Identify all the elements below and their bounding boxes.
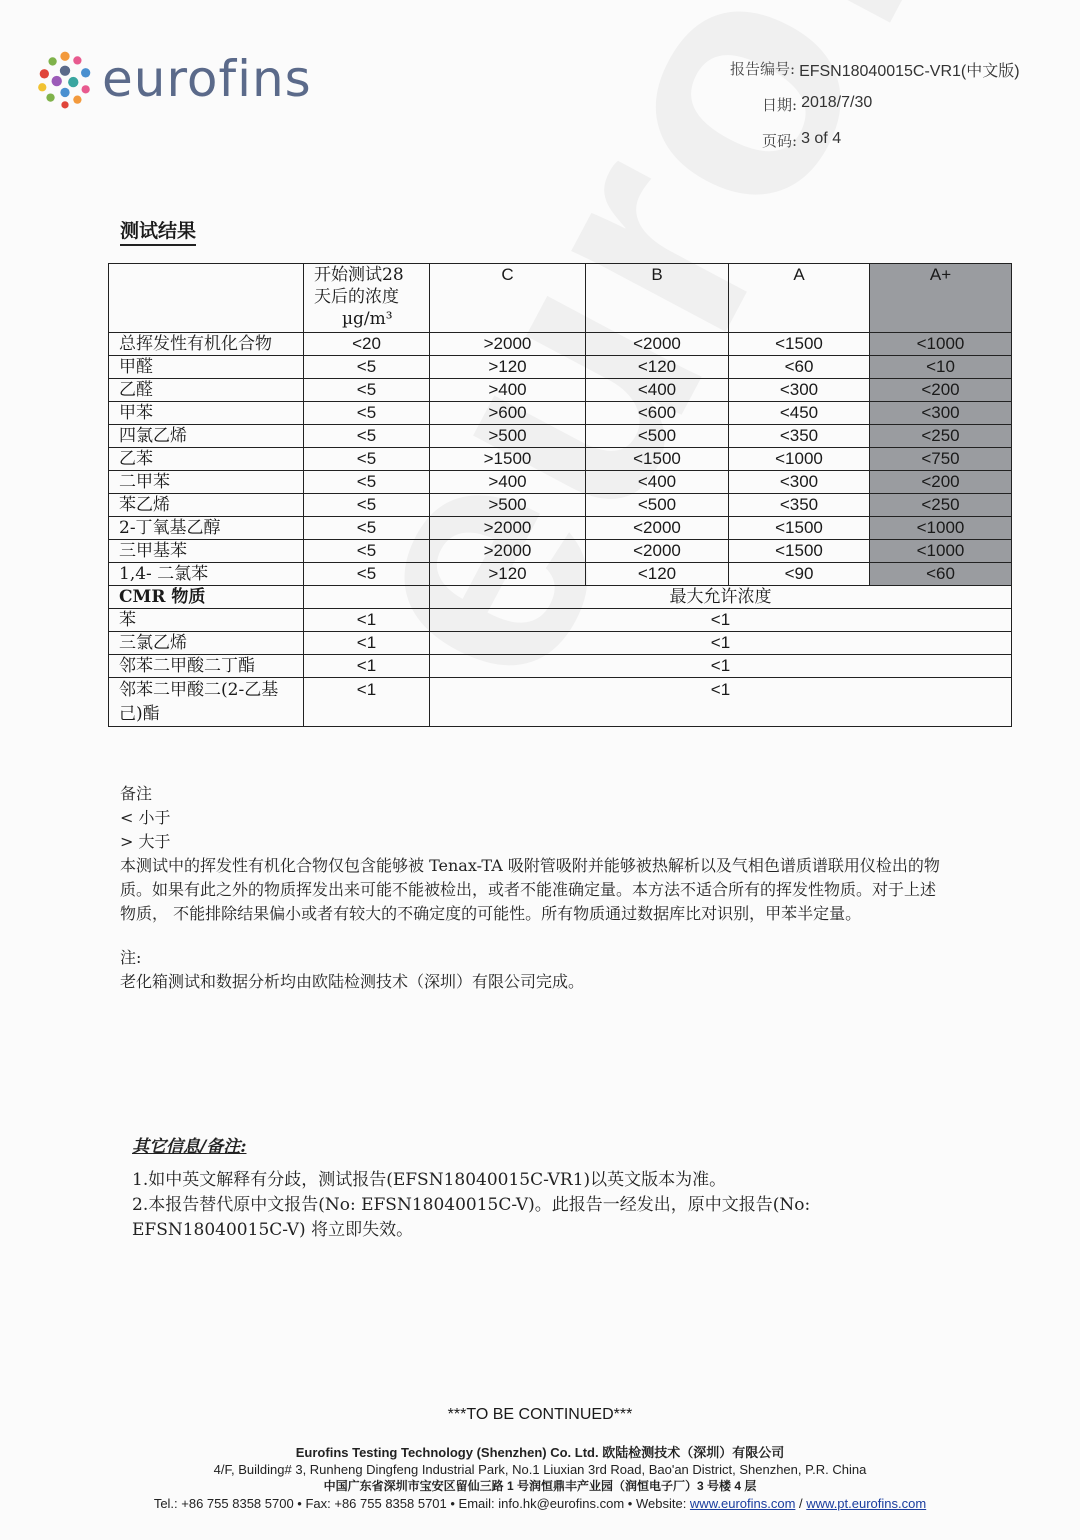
cmr-substance-name: 苯 <box>109 609 304 632</box>
notes-paragraph-line: 本测试中的挥发性有机化合物仅包含能够被 Tenax-TA 吸附管吸附并能够被热解析以及气相色谱质谱联用仪检出的物 <box>120 856 940 875</box>
class-a-limit: <90 <box>729 563 870 586</box>
cmr-measured: <1 <box>304 632 430 655</box>
substance-name: 三甲基苯 <box>109 540 304 563</box>
class-a-limit: <1500 <box>729 540 870 563</box>
cmr-limit: <1 <box>430 609 1012 632</box>
header-line-2: 天后的浓度 <box>314 287 399 307</box>
header-concentration <box>304 264 430 333</box>
other-info-line: 1.如中英文解释有分歧，测试报告(EFSN18040015C-VR1)以英文版本为准。 <box>132 1170 727 1190</box>
class-a-plus-limit: <60 <box>870 563 1012 586</box>
cmr-limit: <1 <box>430 678 1012 727</box>
class-b-limit: <600 <box>586 402 729 425</box>
measured-value: <5 <box>304 356 430 379</box>
class-a-limit: <1500 <box>729 333 870 356</box>
substance-name: 苯乙烯 <box>109 494 304 517</box>
table-row <box>109 448 1012 471</box>
measured-value: <5 <box>304 494 430 517</box>
class-a-plus-limit: <10 <box>870 356 1012 379</box>
logo-wordmark: eurofins <box>102 50 312 108</box>
cmr-empty-cell <box>304 586 430 609</box>
footer-contact-text: Tel.: +86 755 8358 5700 • Fax: +86 755 8358 5701 • Email: info.hk@eurofins.com • Website: <box>153 1496 690 1511</box>
class-a-plus-limit: <250 <box>870 425 1012 448</box>
measured-value: <5 <box>304 540 430 563</box>
class-b-limit: <400 <box>586 379 729 402</box>
class-c-limit: >2000 <box>430 517 586 540</box>
notes-title: 备注 <box>120 784 153 803</box>
page-label: 页码: <box>762 132 798 150</box>
class-a-plus-limit: <300 <box>870 402 1012 425</box>
footer-address-en: 4/F, Building# 3, Runheng Dingfeng Industrial Park, No.1 Liuxian 3rd Road, Bao'an District, Shenzhen, P.R. China <box>213 1462 867 1477</box>
header-class-c: C <box>430 264 586 333</box>
table-row <box>109 540 1012 563</box>
to-be-continued: ***TO BE CONTINUED*** <box>447 1406 633 1423</box>
class-b-limit: <400 <box>586 471 729 494</box>
class-a-plus-limit: <750 <box>870 448 1012 471</box>
other-info-line: EFSN18040015C-V) 将立即失效。 <box>132 1220 414 1240</box>
cmr-measured: <1 <box>304 678 430 727</box>
header-line-3: µg/m³ <box>342 309 393 329</box>
substance-name: 甲醛 <box>109 356 304 379</box>
table-header-row <box>109 264 1012 333</box>
table-row <box>109 609 1012 632</box>
substance-name: 甲苯 <box>109 402 304 425</box>
class-a-plus-limit: <1000 <box>870 333 1012 356</box>
table-row <box>109 425 1012 448</box>
table-row <box>109 678 1012 727</box>
note-title: 注: <box>120 948 142 967</box>
substance-name: 乙醛 <box>109 379 304 402</box>
substance-name: 二甲苯 <box>109 471 304 494</box>
report-meta <box>730 58 1020 166</box>
cmr-substance-name: 邻苯二甲酸二丁酯 <box>109 655 304 678</box>
footer-company: Eurofins Testing Technology (Shenzhen) Co. Ltd. 欧陆检测技术（深圳）有限公司 <box>295 1445 785 1460</box>
cmr-limit-label: 最大允许浓度 <box>430 586 1012 609</box>
cmr-measured: <1 <box>304 655 430 678</box>
cmr-limit: <1 <box>430 655 1012 678</box>
class-b-limit: <500 <box>586 425 729 448</box>
measured-value: <5 <box>304 471 430 494</box>
header-line-1: 开始测试28 <box>314 265 404 285</box>
class-a-plus-limit: <200 <box>870 471 1012 494</box>
header-class-a: A <box>729 264 870 333</box>
class-c-limit: >400 <box>430 471 586 494</box>
substance-name: 乙苯 <box>109 448 304 471</box>
class-c-limit: >500 <box>430 494 586 517</box>
class-a-plus-limit: <1000 <box>870 540 1012 563</box>
other-info-section <box>132 1135 1032 1243</box>
class-a-plus-limit: <250 <box>870 494 1012 517</box>
other-info-line: 2.本报告替代原中文报告(No: EFSN18040015C-V)。此报告一经发出，原中文报告(No: <box>132 1195 811 1215</box>
report-number: EFSN18040015C-VR1(中文版) <box>799 63 1020 80</box>
table-row <box>109 471 1012 494</box>
cmr-header-row <box>109 586 1012 609</box>
substance-name: 1,4- 二氯苯 <box>109 563 304 586</box>
table-row <box>109 356 1012 379</box>
header-empty-cell <box>109 264 304 333</box>
notes-section <box>120 782 1070 994</box>
date-row <box>730 94 1020 130</box>
class-a-limit: <450 <box>729 402 870 425</box>
class-a-limit: <300 <box>729 379 870 402</box>
website-link[interactable]: www.eurofins.com <box>689 1496 796 1511</box>
substance-name: 总挥发性有机化合物 <box>109 333 304 356</box>
footer-separator: / <box>795 1496 807 1511</box>
table-row <box>109 632 1012 655</box>
table-row <box>109 379 1012 402</box>
date-value: 2018/7/30 <box>801 94 873 111</box>
page-row <box>730 130 1020 166</box>
table-row <box>109 517 1012 540</box>
class-a-limit: <1500 <box>729 517 870 540</box>
class-c-limit: >2000 <box>430 540 586 563</box>
notes-paragraph-line: 物质， 不能排除结果偏小或者有较大的不确定度的可能性。所有物质通过数据库比对识别，甲苯半定量。 <box>120 904 862 923</box>
class-b-limit: <500 <box>586 494 729 517</box>
cmr-name-line-1: 邻苯二甲酸二(2-乙基 <box>119 680 279 700</box>
class-a-limit: <60 <box>729 356 870 379</box>
date-label: 日期: <box>762 96 798 114</box>
measured-value: <5 <box>304 563 430 586</box>
header-class-b: B <box>586 264 729 333</box>
class-b-limit: <1500 <box>586 448 729 471</box>
page-value: 3 of 4 <box>801 130 842 147</box>
table-row <box>109 494 1012 517</box>
class-c-limit: >400 <box>430 379 586 402</box>
pt-website-link[interactable]: www.pt.eurofins.com <box>806 1496 927 1511</box>
cmr-label: CMR 物质 <box>109 586 304 609</box>
class-c-limit: >120 <box>430 356 586 379</box>
note-text: 老化箱测试和数据分析均由欧陆检测技术（深圳）有限公司完成。 <box>120 972 585 991</box>
class-b-limit: <120 <box>586 563 729 586</box>
class-c-limit: >2000 <box>430 333 586 356</box>
class-a-limit: <300 <box>729 471 870 494</box>
note-greater-than: > 大于 <box>120 832 171 851</box>
class-c-limit: >500 <box>430 425 586 448</box>
logo-dots-icon <box>34 48 96 110</box>
substance-name: 四氯乙烯 <box>109 425 304 448</box>
table-row <box>109 655 1012 678</box>
substance-name: 2-丁氧基乙醇 <box>109 517 304 540</box>
other-info-title: 其它信息/备注: <box>132 1137 247 1157</box>
footer-address-cn: 中国广东省深圳市宝安区留仙三路 1 号润恒鼎丰产业园（润恒电子厂）3 号楼 4 层 <box>323 1479 757 1493</box>
measured-value: <5 <box>304 448 430 471</box>
measured-value: <5 <box>304 517 430 540</box>
table-row <box>109 563 1012 586</box>
section-title: 测试结果 <box>120 216 196 246</box>
class-a-limit: <350 <box>729 425 870 448</box>
page-footer <box>0 1444 1080 1512</box>
measured-value: <5 <box>304 379 430 402</box>
class-c-limit: >120 <box>430 563 586 586</box>
cmr-limit: <1 <box>430 632 1012 655</box>
header-class-a-plus: A+ <box>870 264 1012 333</box>
class-b-limit: <2000 <box>586 333 729 356</box>
measured-value: <5 <box>304 402 430 425</box>
class-b-limit: <2000 <box>586 540 729 563</box>
class-b-limit: <2000 <box>586 517 729 540</box>
cmr-substance-name: 三氯乙烯 <box>109 632 304 655</box>
eurofins-logo <box>34 48 312 110</box>
class-a-plus-limit: <1000 <box>870 517 1012 540</box>
table-row <box>109 402 1012 425</box>
class-c-limit: >600 <box>430 402 586 425</box>
cmr-name-line-2: 己)酯 <box>119 704 160 724</box>
results-table <box>108 263 1012 727</box>
class-a-limit: <1000 <box>729 448 870 471</box>
footer-contact <box>0 1495 1080 1512</box>
report-number-row <box>730 58 1020 94</box>
cmr-measured: <1 <box>304 609 430 632</box>
table-row <box>109 333 1012 356</box>
report-number-label: 报告编号: <box>730 60 796 78</box>
cmr-substance-name <box>109 678 304 727</box>
class-b-limit: <120 <box>586 356 729 379</box>
measured-value: <20 <box>304 333 430 356</box>
note-less-than: < 小于 <box>120 808 171 827</box>
class-c-limit: >1500 <box>430 448 586 471</box>
class-a-limit: <350 <box>729 494 870 517</box>
class-a-plus-limit: <200 <box>870 379 1012 402</box>
measured-value: <5 <box>304 425 430 448</box>
notes-paragraph-line: 质。如果有此之外的物质挥发出来可能不能被检出，或者不能准确定量。本方法不适合所有的挥发性物质。对于上述 <box>120 880 937 899</box>
